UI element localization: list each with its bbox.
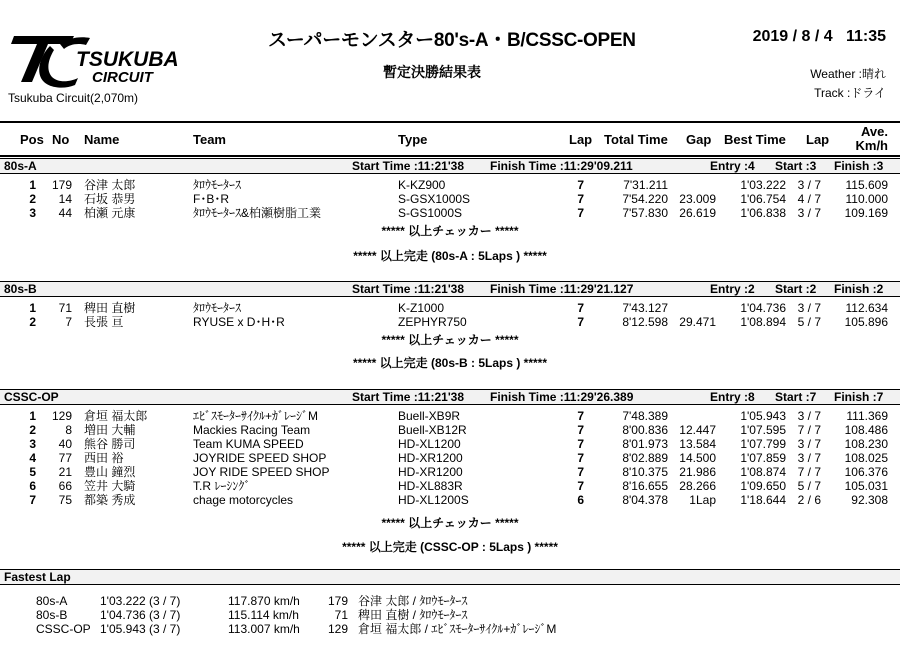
finish-count: Finish :2	[834, 282, 884, 296]
avg-speed: 112.634	[845, 301, 888, 315]
gap: 12.447	[679, 423, 716, 437]
col-total-time: Total Time	[604, 132, 668, 147]
finish-count: Finish :3	[834, 159, 884, 173]
best-time: 1'08.894	[740, 315, 786, 329]
laps: 7	[577, 192, 584, 206]
team: Team KUMA SPEED	[193, 437, 304, 451]
total-time: 8'01.973	[622, 437, 668, 451]
table-row	[0, 301, 900, 315]
table-row	[0, 437, 900, 451]
fl-speed: 113.007 km/h	[228, 622, 300, 636]
laps: 7	[577, 409, 584, 423]
car-no: 8	[65, 423, 72, 437]
pos: 1	[29, 409, 36, 423]
fastest-lap-row	[0, 608, 900, 622]
pos: 4	[29, 451, 36, 465]
pos: 5	[29, 465, 36, 479]
avg-speed: 115.609	[845, 178, 888, 192]
avg-speed: 106.376	[844, 465, 888, 479]
rider-name: 柏瀬 元康	[84, 206, 136, 220]
finish-time: Finish Time :11:29'21.127	[490, 282, 634, 296]
fl-no: 179	[327, 594, 348, 608]
class-name: 80s-B	[4, 282, 37, 296]
pos: 6	[29, 479, 36, 493]
pos: 3	[29, 206, 36, 220]
table-row	[0, 178, 900, 192]
best-lap: 3 / 7	[797, 451, 821, 465]
table-row	[0, 479, 900, 493]
total-time: 8'12.598	[622, 315, 668, 329]
best-time: 1'05.943	[740, 409, 786, 423]
team: chage motorcycles	[193, 493, 294, 507]
fl-time: 1'03.222 (3 / 7)	[100, 594, 181, 608]
team: ﾀﾛｳﾓｰﾀｰｽ	[193, 301, 242, 315]
fl-driver: 谷津 太郎 / ﾀﾛｳﾓｰﾀｰｽ	[358, 594, 468, 608]
car-no: 40	[58, 437, 72, 451]
rider-name: 豊山 鐘烈	[84, 465, 136, 479]
track-condition: Track :ドライ	[814, 86, 886, 100]
rider-name: 増田 大輔	[84, 423, 136, 437]
column-header	[0, 121, 900, 157]
car-no: 129	[51, 409, 72, 423]
machine: Buell-XB12R	[398, 423, 467, 437]
team: Mackies Racing Team	[193, 423, 311, 437]
page-title: スーパーモンスター80's-A・B/CSSC-OPEN	[268, 30, 636, 51]
rider-name: 都築 秀成	[84, 493, 136, 507]
table-row	[0, 206, 900, 220]
fl-no: 71	[334, 608, 348, 622]
fl-speed: 117.870 km/h	[228, 594, 300, 608]
fastest-lap-row	[0, 594, 900, 608]
total-time: 7'48.389	[622, 409, 668, 423]
total-time: 7'57.830	[622, 206, 668, 220]
best-lap: 3 / 7	[797, 301, 821, 315]
col-avg-speed	[840, 125, 888, 153]
car-no: 7	[65, 315, 72, 329]
machine: HD-XL883R	[398, 479, 463, 493]
fl-time: 1'04.736 (3 / 7)	[100, 608, 181, 622]
finish-time: Finish Time :11:29'09.211	[490, 159, 633, 173]
rider-name: 熊谷 勝司	[84, 437, 136, 451]
table-row	[0, 423, 900, 437]
car-no: 77	[58, 451, 72, 465]
laps: 7	[577, 178, 584, 192]
laps: 7	[577, 423, 584, 437]
finish-count: Finish :7	[834, 390, 884, 404]
machine: HD-XR1200	[398, 465, 463, 479]
best-lap: 3 / 7	[797, 437, 821, 451]
total-time: 8'16.655	[622, 479, 668, 493]
entry-count: Entry :8	[710, 390, 755, 404]
rider-name: 西田 裕	[84, 451, 124, 465]
gap: 14.500	[679, 451, 716, 465]
checker-note: ***** 以上チェッカー *****	[381, 333, 519, 347]
col-type: Type	[398, 132, 428, 147]
total-time: 8'10.375	[622, 465, 668, 479]
table-row	[0, 192, 900, 206]
logo-wordmark-circuit: CIRCUIT	[92, 69, 153, 86]
car-no: 71	[58, 301, 72, 315]
rider-name: 谷津 太郎	[84, 178, 136, 192]
gap: 21.986	[679, 465, 716, 479]
fastest-lap-header	[0, 569, 900, 585]
total-time: 8'02.889	[622, 451, 668, 465]
gap: 13.584	[679, 437, 716, 451]
entry-count: Entry :2	[710, 282, 755, 296]
best-lap: 7 / 7	[797, 465, 821, 479]
team: JOY RIDE SPEED SHOP	[193, 465, 330, 479]
car-no: 66	[58, 479, 72, 493]
team: F･B･R	[193, 192, 230, 206]
logo-wordmark: TSUKUBA	[76, 48, 179, 71]
col-name: Name	[84, 132, 120, 147]
machine: Buell-XB9R	[398, 409, 461, 423]
team: ﾀﾛｳﾓｰﾀｰｽ&柏瀬樹脂工業	[193, 206, 322, 220]
team: T.R ﾚｰｼﾝｸﾞ	[193, 479, 251, 493]
avg-speed: 108.486	[844, 423, 888, 437]
laps: 7	[577, 315, 584, 329]
car-no: 14	[58, 192, 72, 206]
start-time: Start Time :11:21'38	[352, 390, 465, 404]
table-row	[0, 465, 900, 479]
avg-speed: 108.230	[844, 437, 888, 451]
gap: 29.471	[679, 315, 716, 329]
col-best-time: Best Time	[724, 132, 786, 147]
best-lap: 5 / 7	[797, 479, 821, 493]
total-time: 7'54.220	[622, 192, 668, 206]
entry-count: Entry :4	[710, 159, 755, 173]
complete-note: ***** 以上完走 (80s-A : 5Laps ) *****	[353, 249, 547, 263]
col-pos: Pos	[20, 132, 44, 147]
best-lap: 4 / 7	[797, 192, 821, 206]
fastest-lap-row	[0, 622, 900, 636]
avg-speed: 108.025	[844, 451, 888, 465]
gap: 23.009	[679, 192, 716, 206]
total-time: 7'43.127	[622, 301, 668, 315]
finish-time: Finish Time :11:29'26.389	[490, 390, 634, 404]
checker-note: ***** 以上チェッカー *****	[381, 516, 519, 530]
fl-class: 80s-B	[36, 608, 68, 622]
start-time: Start Time :11:21'38	[352, 159, 465, 173]
laps: 7	[577, 301, 584, 315]
avg-speed: 105.031	[844, 479, 888, 493]
laps: 7	[577, 465, 584, 479]
team: RYUSE x D･H･R	[193, 315, 285, 329]
gap: 1Lap	[689, 493, 716, 507]
machine: K-KZ900	[398, 178, 446, 192]
team: ﾀﾛｳﾓｰﾀｰｽ	[193, 178, 242, 192]
tsukuba-circuit-logo	[8, 30, 218, 88]
best-time: 1'07.859	[740, 451, 786, 465]
best-lap: 5 / 7	[797, 315, 821, 329]
best-time: 1'03.222	[740, 178, 786, 192]
best-time: 1'07.799	[740, 437, 786, 451]
car-no: 21	[58, 465, 72, 479]
col-gap: Gap	[686, 132, 712, 147]
best-lap: 3 / 7	[797, 178, 821, 192]
machine: HD-XL1200	[398, 437, 461, 451]
car-no: 179	[51, 178, 72, 192]
section-header	[0, 389, 900, 405]
gap: 28.266	[679, 479, 716, 493]
pos: 1	[29, 178, 36, 192]
pos: 2	[29, 192, 36, 206]
avg-speed: 105.896	[844, 315, 888, 329]
best-time: 1'08.874	[740, 465, 786, 479]
team: ｴﾋﾞｽﾓｰﾀｰｻｲｸﾙ+ｶﾞﾚｰｼﾞM	[193, 409, 319, 423]
team: JOYRIDE SPEED SHOP	[193, 451, 327, 465]
start-count: Start :7	[775, 390, 817, 404]
avg-speed: 110.000	[845, 192, 888, 206]
complete-note: ***** 以上完走 (80s-B : 5Laps ) *****	[352, 356, 548, 370]
best-time: 1'07.595	[740, 423, 786, 437]
machine: K-Z1000	[398, 301, 445, 315]
total-time: 8'00.836	[622, 423, 668, 437]
rider-name: 倉垣 福太郎	[84, 409, 148, 423]
col-no: No	[52, 132, 70, 147]
laps: 7	[577, 479, 584, 493]
pos: 1	[29, 301, 36, 315]
machine: S-GSX1000S	[398, 192, 471, 206]
total-time: 7'31.211	[623, 178, 668, 192]
machine: HD-XR1200	[398, 451, 463, 465]
fl-no: 129	[327, 622, 348, 636]
table-row	[0, 451, 900, 465]
laps: 7	[577, 206, 584, 220]
avg-speed: 111.369	[846, 409, 888, 423]
machine: S-GS1000S	[398, 206, 463, 220]
best-lap: 2 / 6	[797, 493, 821, 507]
col-lap: Lap	[569, 132, 593, 147]
fl-speed: 115.114 km/h	[228, 608, 299, 622]
best-time: 1'09.650	[740, 479, 786, 493]
col-team: Team	[193, 132, 226, 147]
best-time: 1'18.644	[740, 493, 786, 507]
col-best-lap: Lap	[806, 132, 830, 147]
result-datetime: 2019 / 8 / 4 11:35	[752, 28, 886, 45]
start-count: Start :2	[775, 282, 817, 296]
pos: 7	[29, 493, 36, 507]
tc-logo-icon	[8, 30, 218, 88]
class-name: 80s-A	[4, 159, 37, 173]
best-time: 1'06.838	[740, 206, 786, 220]
fl-class: CSSC-OP	[36, 622, 91, 636]
rider-name: 長張 亘	[84, 315, 124, 329]
best-lap: 3 / 7	[797, 206, 821, 220]
gap: 26.619	[679, 206, 716, 220]
weather-info: Weather :晴れ	[810, 67, 886, 81]
table-row	[0, 315, 900, 329]
page-subtitle: 暫定決勝結果表	[383, 64, 481, 80]
machine: HD-XL1200S	[398, 493, 469, 507]
laps: 6	[577, 493, 584, 507]
fl-driver: 倉垣 福太郎 / ｴﾋﾞｽﾓｰﾀｰｻｲｸﾙ+ｶﾞﾚｰｼﾞM	[358, 622, 557, 636]
table-row	[0, 493, 900, 507]
start-count: Start :3	[775, 159, 817, 173]
best-time: 1'04.736	[740, 301, 786, 315]
checker-note: ***** 以上チェッカー *****	[381, 224, 519, 238]
table-row	[0, 409, 900, 423]
fl-time: 1'05.943 (3 / 7)	[100, 622, 181, 636]
machine: ZEPHYR750	[398, 315, 467, 329]
avg-speed: 109.169	[844, 206, 888, 220]
fl-class: 80s-A	[36, 594, 68, 608]
laps: 7	[577, 437, 584, 451]
best-lap: 7 / 7	[797, 423, 821, 437]
col-kmh-label: Km/h	[855, 138, 888, 153]
laps: 7	[577, 451, 584, 465]
section-header	[0, 158, 900, 174]
car-no: 75	[58, 493, 72, 507]
start-time: Start Time :11:21'38	[352, 282, 465, 296]
circuit-name: Tsukuba Circuit(2,070m)	[8, 91, 139, 105]
total-time: 8'04.378	[622, 493, 668, 507]
complete-note: ***** 以上完走 (CSSC-OP : 5Laps ) *****	[342, 540, 558, 554]
avg-speed: 92.308	[851, 493, 888, 507]
rider-name: 笠井 大騎	[84, 479, 136, 493]
best-lap: 3 / 7	[797, 409, 821, 423]
rider-name: 石坂 恭男	[84, 192, 136, 206]
car-no: 44	[58, 206, 72, 220]
class-name: CSSC-OP	[4, 390, 59, 404]
best-time: 1'06.754	[740, 192, 786, 206]
pos: 3	[29, 437, 36, 451]
col-avg-label: Ave.	[861, 124, 888, 139]
pos: 2	[29, 423, 36, 437]
fastest-lap-title: Fastest Lap	[4, 570, 71, 584]
pos: 2	[29, 315, 36, 329]
section-header	[0, 281, 900, 297]
rider-name: 稗田 直樹	[84, 301, 136, 315]
fl-driver: 稗田 直樹 / ﾀﾛｳﾓｰﾀｰｽ	[358, 608, 468, 622]
